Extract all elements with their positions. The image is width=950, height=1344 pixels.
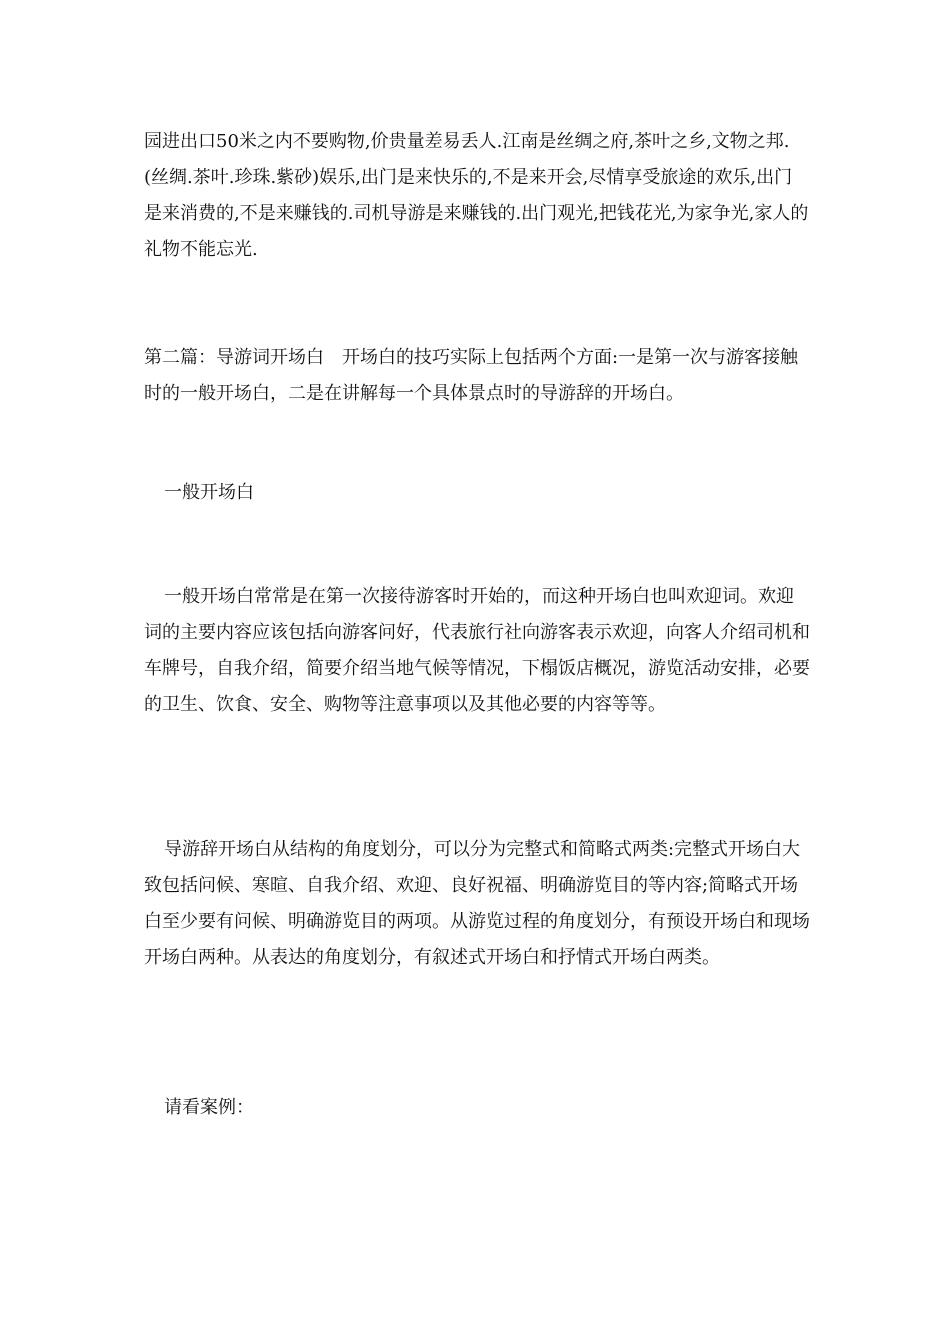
paragraph-opening-types: 导游辞开场白从结构的角度划分，可以分为完整式和简略式两类:完整式开场白大致包括问候、寒暄、自我介绍、欢迎、良好祝福、明确游览目的等内容;简略式开场白至少要有问候、明确游览目的两项。从游览过程的角度划分，有预设开场白和现场开场白两种。从表达的角度划分，有叙述式开场白和抒情式开场白两类。 [144, 839, 810, 968]
section-heading-general-opening: 一般开场白 [164, 482, 254, 503]
paragraph-welcome-speech: 一般开场白常常是在第一次接待游客时开始的，而这种开场白也叫欢迎词。欢迎词的主要内容应该包括向游客问好，代表旅行社向游客表示欢迎，向客人介绍司机和车牌号，自我介绍，简要介绍当地气候等情况，下榻饭店概况，游览活动安排，必要的卫生、饮食、安全、购物等注意事项以及其他必要的内容等等。 [144, 586, 810, 715]
paragraph-shopping-advice: 园进出口50米之内不要购物,价贵量差易丢人.江南是丝绸之府,茶叶之乡,文物之邦.(丝绸.茶叶.珍珠.紫砂)娱乐,出门是来快乐的,不是来开会,尽情享受旅途的欢乐,出门是来消费的,不是来赚钱的.司机导游是来赚钱的.出门观光,把钱花光,为家争光,家人的礼物不能忘光. [144, 131, 809, 260]
paragraph-section-two-intro: 第二篇：导游词开场白 开场白的技巧实际上包括两个方面:一是第一次与游客接触时的一般开场白，二是在讲解每一个具体景点时的导游辞的开场白。 [144, 347, 799, 404]
paragraph-see-case: 请看案例： [164, 1097, 254, 1118]
